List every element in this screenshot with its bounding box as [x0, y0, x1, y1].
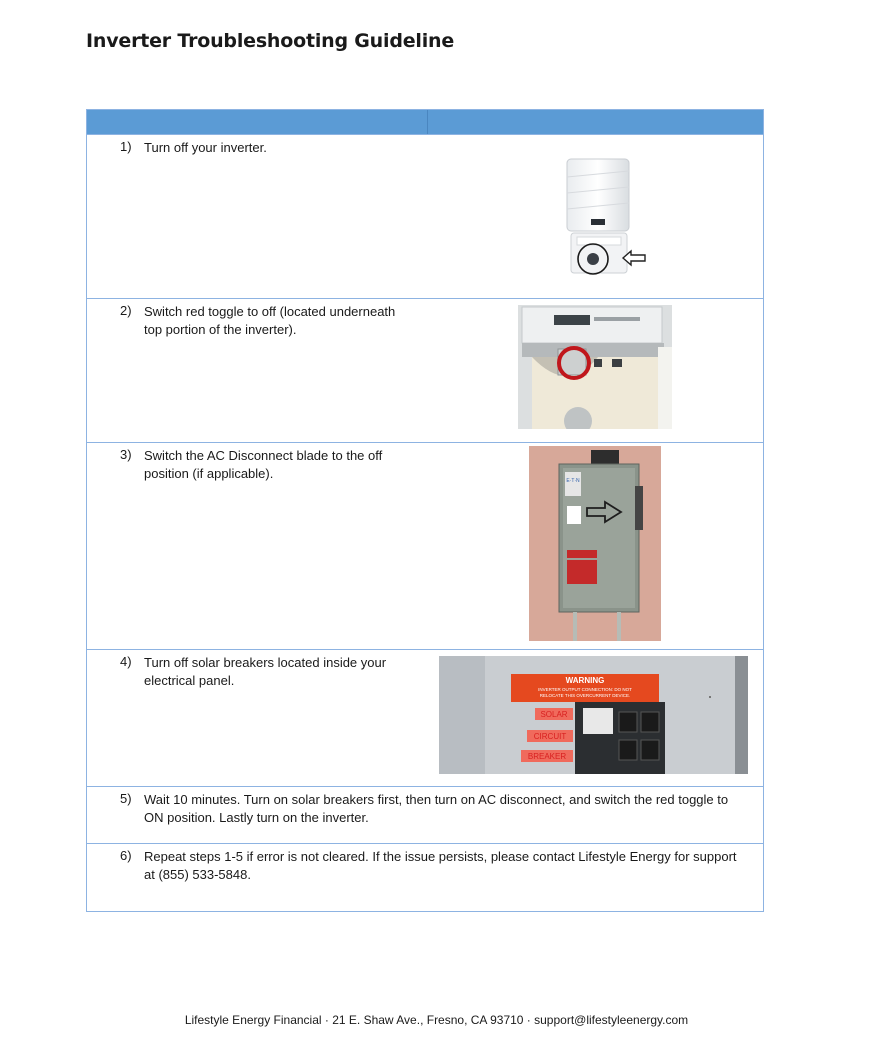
step-number: 3)	[120, 447, 132, 462]
step-text: Repeat steps 1-5 if error is not cleared. If the issue persists, please contact Lifestyle Energy for support at (855) 533-5848.	[144, 849, 737, 882]
step-text: Wait 10 minutes. Turn on solar breakers first, then turn on AC disconnect, and switch the red toggle to ON position. Lastly turn on the inverter.	[144, 792, 729, 825]
warning-title-text: WARNING	[565, 676, 605, 685]
step-text: Turn off your inverter.	[144, 140, 267, 155]
breaker-label-text: BREAKER	[527, 752, 567, 761]
step-text: Turn off solar breakers located inside your electrical panel.	[144, 655, 387, 688]
step-number: 2)	[120, 303, 132, 318]
step-number: 1)	[120, 139, 132, 154]
step-number: 4)	[120, 654, 132, 669]
table-header-cell	[87, 110, 428, 134]
step-row	[87, 649, 763, 786]
step-row	[87, 442, 763, 649]
warning-line-text: INVERTER OUTPUT CONNECTION: DO NOT	[538, 687, 632, 692]
page-title: Inverter Troubleshooting Guideline	[86, 30, 455, 52]
troubleshooting-table	[86, 109, 764, 912]
eaton-logo-text: E·T·N	[566, 478, 580, 484]
step-number: 5)	[120, 791, 132, 806]
solar-label-text: SOLAR	[540, 710, 568, 719]
warning-line-text: RELOCATE THIS OVERCURRENT DEVICE.	[539, 693, 631, 698]
step-number: 6)	[120, 848, 132, 863]
red-toggle-photo	[518, 305, 672, 429]
step-text: Switch the AC Disconnect blade to the off position (if applicable).	[144, 448, 383, 481]
step-row	[87, 843, 763, 911]
step-row	[87, 298, 763, 442]
step-row	[87, 134, 763, 298]
table-header	[87, 110, 763, 134]
page-footer: Lifestyle Energy Financial · 21 E. Shaw Ave., Fresno, CA 93710 · support@lifestyleenergy.com	[184, 1013, 689, 1027]
ac-disconnect-photo	[529, 446, 661, 641]
solar-breaker-panel-photo	[439, 656, 748, 774]
table-header-cell	[428, 110, 763, 134]
circuit-label-text: CIRCUIT	[533, 732, 567, 741]
step-text: Switch red toggle to off (located underneath top portion of the inverter).	[144, 304, 396, 337]
step-row	[87, 786, 763, 843]
inverter-power-switch-photo	[537, 153, 657, 279]
